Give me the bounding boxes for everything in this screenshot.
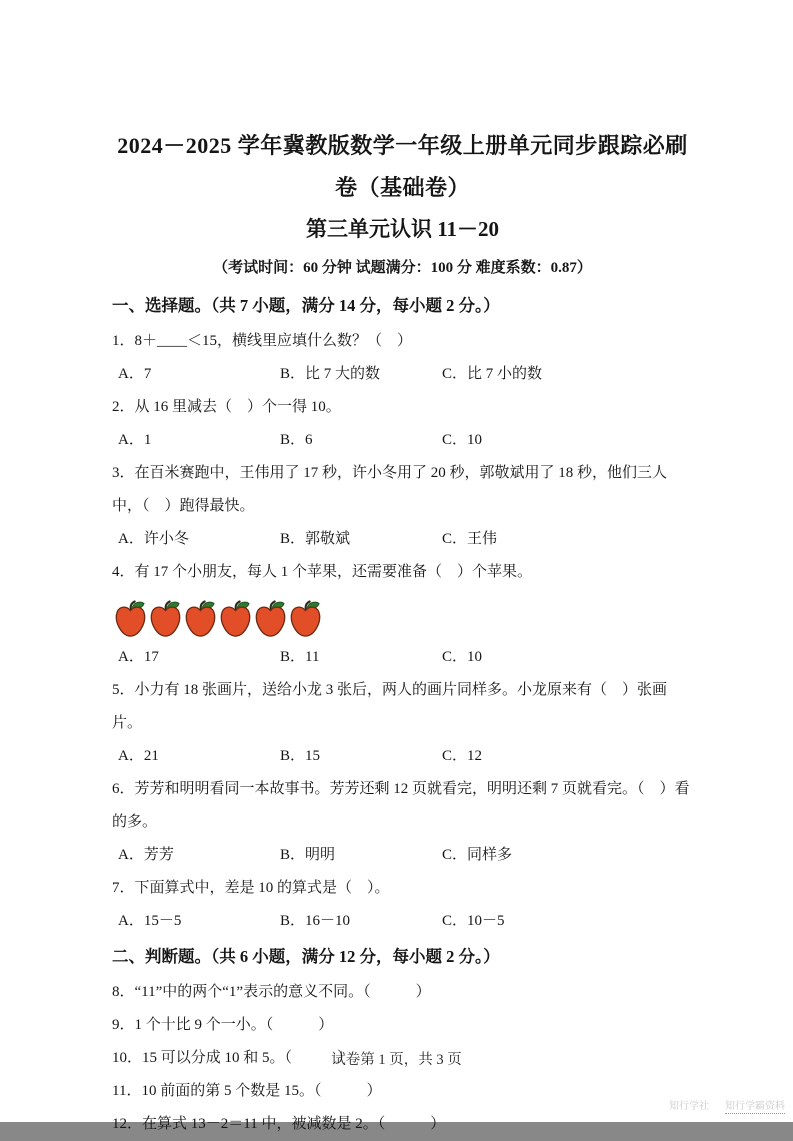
question-5-text: 5．小力有 18 张画片，送给小龙 3 张后，两人的画片同样多。小龙原来有（ ）张画片。 bbox=[112, 682, 668, 731]
apple-row bbox=[112, 589, 693, 641]
page-footer: 试卷第 1 页，共 3 页 bbox=[331, 1052, 462, 1068]
question-5-option-c: C．12 bbox=[442, 748, 483, 764]
question-1-option-c: C．比 7 小的数 bbox=[442, 366, 543, 382]
question-11-text: 11．10 前面的第 5 个数是 15。（ ） bbox=[112, 1083, 382, 1099]
apple-icon bbox=[149, 599, 182, 637]
apple-icon bbox=[219, 599, 252, 637]
watermark-right: 知行学霸资料 bbox=[725, 1097, 785, 1114]
question-2-option-c: C．10 bbox=[442, 432, 483, 448]
question-1-option-b: B．比 7 大的数 bbox=[280, 366, 381, 382]
question-6-option-a: A．芳芳 bbox=[118, 847, 174, 863]
question-6-option-c: C．同样多 bbox=[442, 847, 513, 863]
question-1-option-a: A．7 bbox=[118, 366, 152, 382]
question-4-option-c: C．10 bbox=[442, 649, 483, 665]
question-7-text: 7．下面算式中，差是 10 的算式是（ ）。 bbox=[112, 880, 390, 896]
apple-icon bbox=[289, 599, 322, 637]
question-4-text: 4．有 17 个小朋友，每人 1 个苹果，还需要准备（ ）个苹果。 bbox=[112, 564, 533, 580]
question-7-options bbox=[112, 905, 693, 938]
question-6-text: 6．芳芳和明明看同一本故事书。芳芳还剩 12 页就看完，明明还剩 7 页就看完。（ ）看的多。 bbox=[112, 781, 690, 830]
question-7-option-c: C．10－5 bbox=[442, 913, 505, 929]
question-6-option-b: B．明明 bbox=[280, 847, 336, 863]
question-3-options bbox=[112, 523, 693, 556]
question-7-option-a: A．15－5 bbox=[118, 913, 182, 929]
watermark bbox=[669, 1097, 785, 1114]
question-4-options bbox=[112, 641, 693, 674]
question-3-option-b: B．郭敬斌 bbox=[280, 531, 351, 547]
watermark-left: 知行学社 bbox=[669, 1101, 709, 1112]
question-9-text: 9．1 个十比 9 个一小。（ ） bbox=[112, 1017, 334, 1033]
page-title-line2: 卷（基础卷） bbox=[334, 175, 470, 200]
question-3-option-c: C．王伟 bbox=[442, 531, 498, 547]
question-5-option-a: A．21 bbox=[118, 748, 159, 764]
apple-icon bbox=[254, 599, 287, 637]
apple-icon bbox=[184, 599, 217, 637]
question-1-text: 1．8＋____＜15，横线里应填什么数？（ ） bbox=[112, 333, 413, 349]
question-10-text: 10．15 可以分成 10 和 5。（ ） bbox=[112, 1050, 353, 1066]
section-2-heading: 二、判断题。（共 6 小题，满分 12 分，每小题 2 分。） bbox=[112, 947, 500, 966]
page-title-line1: 2024－2025 学年冀教版数学一年级上册单元同步跟踪必刷 bbox=[117, 133, 688, 158]
question-5-options bbox=[112, 740, 693, 773]
question-2-options bbox=[112, 424, 693, 457]
question-12-text: 12．在算式 13－2＝11 中，被减数是 2。（ ） bbox=[112, 1116, 446, 1132]
question-4-option-b: B．11 bbox=[280, 649, 320, 665]
question-7-option-b: B．16－10 bbox=[280, 913, 351, 929]
unit-subtitle: 第三单元认识 11－20 bbox=[305, 217, 500, 241]
apple-icon bbox=[114, 599, 147, 637]
question-8-text: 8．“11”中的两个“1”表示的意义不同。（ ） bbox=[112, 984, 431, 1000]
section-1-heading: 一、选择题。（共 7 小题，满分 14 分，每小题 2 分。） bbox=[112, 296, 500, 315]
question-3-text: 3．在百米赛跑中，王伟用了 17 秒，许小冬用了 20 秒，郭敬斌用了 18 秒，他们三人中，（ ）跑得最快。 bbox=[112, 465, 668, 514]
question-2-option-b: B．6 bbox=[280, 432, 313, 448]
exam-info-line: （考试时间：60 分钟 试题满分：100 分 难度系数：0.87） bbox=[213, 260, 592, 276]
question-4-option-a: A．17 bbox=[118, 649, 159, 665]
question-5-option-b: B．15 bbox=[280, 748, 321, 764]
question-2-option-a: A．1 bbox=[118, 432, 152, 448]
question-3-option-a: A．许小冬 bbox=[118, 531, 189, 547]
question-6-options bbox=[112, 839, 693, 872]
question-1-options bbox=[112, 358, 693, 391]
question-2-text: 2．从 16 里减去（ ）个一得 10。 bbox=[112, 399, 341, 415]
